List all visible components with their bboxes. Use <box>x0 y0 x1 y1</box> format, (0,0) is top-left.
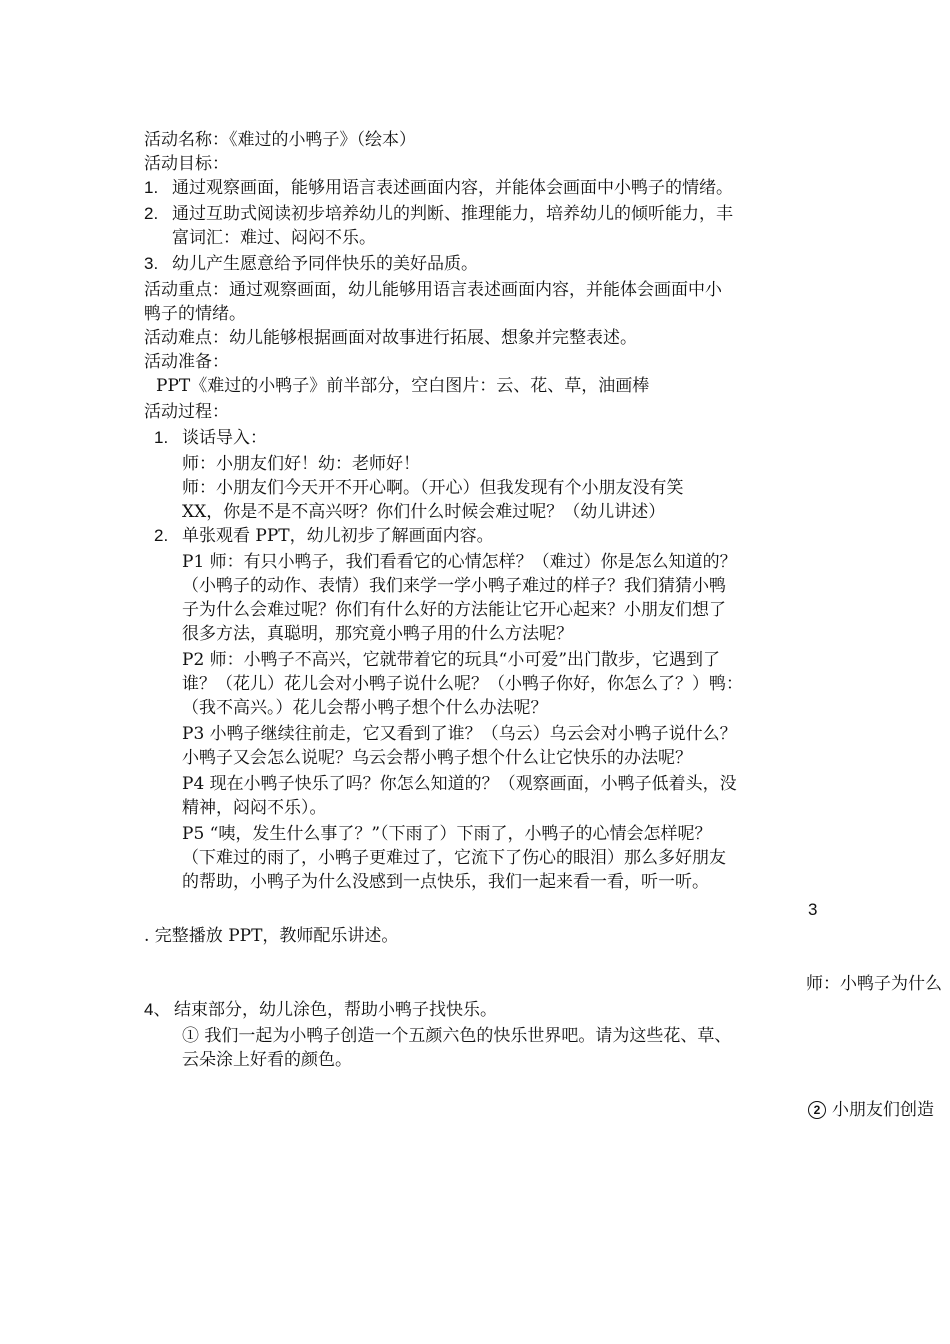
step-1-line: XX，你是不是不高兴呀？你们什么时候会难过呢？（幼儿讲述） <box>182 502 666 522</box>
step-number: 2. <box>154 526 169 545</box>
fragment-text: 小朋友们创造 <box>832 1100 934 1120</box>
right-edge-fragment: 师：小鸭子为什么 <box>806 974 942 994</box>
prep-heading: 活动准备： <box>144 352 229 372</box>
difficulty: 活动难点：幼儿能够根据画面对故事进行拓展、想象并完整表述。 <box>144 328 637 348</box>
circled-number: 2 <box>808 1101 826 1119</box>
step-2-line: 精神，闷闷不乐）。 <box>182 798 327 818</box>
step-2-line: P2 师：小鸭子不高兴，它就带着它的玩具“小可爱”出门散步，它遇到了 <box>182 650 721 670</box>
step-3-number: 3 <box>808 900 818 919</box>
step-2-line: P5 “咦，发生什么事了？”（下雨了）下雨了，小鸭子的心情会怎样呢？ <box>182 824 712 844</box>
goal-text: 通过观察画面，能够用语言表述画面内容，并能体会画面中小鸭子的情绪。 <box>172 178 733 198</box>
goals-heading: 活动目标： <box>144 154 229 174</box>
step-2-line: P4 现在小鸭子快乐了吗？你怎么知道的？（观察画面，小鸭子低着头，没 <box>182 774 737 794</box>
goal-item <box>144 176 733 200</box>
goal-text: 幼儿产生愿意给予同伴快乐的美好品质。 <box>172 254 478 274</box>
process-heading: 活动过程： <box>144 402 229 422</box>
step-2-line: P1 师：有只小鸭子，我们看看它的心情怎样？（难过）你是怎么知道的？ <box>182 552 737 572</box>
step-title: 谈话导入： <box>182 428 267 448</box>
step-2-line: （我不高兴。）花儿会帮小鸭子想个什么办法呢？ <box>182 698 548 718</box>
step-2-line: （下难过的雨了，小鸭子更难过了，它流下了伤心的眼泪）那么多好朋友 <box>182 848 726 868</box>
step-1-title <box>154 426 267 450</box>
step-2-line: 的帮助，小鸭子为什么没感到一点快乐，我们一起来看一看，听一听。 <box>182 872 709 892</box>
step-2-line: 谁？（花儿）花儿会对小鸭子说什么呢？（小鸭子你好，你怎么了？）鸭： <box>182 674 743 694</box>
right-edge-fragment-2 <box>808 1098 934 1122</box>
step-title: 单张观看 PPT，幼儿初步了解画面内容。 <box>182 526 494 546</box>
step-1-line: 师：小朋友们好！幼：老师好！ <box>182 454 420 474</box>
prep-text: PPT《难过的小鸭子》前半部分，空白图片：云、花、草，油画棒 <box>156 376 650 396</box>
step-number: 1. <box>154 428 169 447</box>
step-title: 结束部分，幼儿涂色，帮助小鸭子找快乐。 <box>174 1000 497 1020</box>
step-4-title <box>144 998 497 1022</box>
goal-number: 2. <box>144 204 159 223</box>
goal-item <box>144 252 478 276</box>
step-1-line: 师：小朋友们今天开不开心啊。（开心）但我发现有个小朋友没有笑 <box>182 478 684 498</box>
goal-text-continuation: 富词汇：难过、闷闷不乐。 <box>172 228 376 248</box>
goal-number: 1. <box>144 178 159 197</box>
step-2-line: 很多方法，真聪明，那究竟小鸭子用的什么方法呢？ <box>182 624 573 644</box>
step-number: 4、 <box>144 1000 171 1019</box>
activity-name: 活动名称：《难过的小鸭子》（绘本） <box>144 130 416 150</box>
step-2-line: （小鸭子的动作、表情）我们来学一学小鸭子难过的样子？我们猜猜小鸭 <box>182 576 726 596</box>
goal-item <box>144 202 733 226</box>
step-4-line: 云朵涂上好看的颜色。 <box>182 1050 352 1070</box>
step-2-line: 小鸭子又会怎么说呢？乌云会帮小鸭子想个什么让它快乐的办法呢？ <box>182 748 692 768</box>
goal-number: 3. <box>144 254 159 273</box>
key-point: 活动重点：通过观察画面，幼儿能够用语言表述画面内容，并能体会画面中小 <box>144 280 722 300</box>
step-3-text: . 完整播放 PPT，教师配乐讲述。 <box>144 926 399 946</box>
step-2-title <box>154 524 494 548</box>
key-point-continuation: 鸭子的情绪。 <box>144 304 246 324</box>
step-4-line: ① 我们一起为小鸭子创造一个五颜六色的快乐世界吧。请为这些花、草、 <box>182 1026 732 1046</box>
step-2-line: 子为什么会难过呢？你们有什么好的方法能让它开心起来？小朋友们想了 <box>182 600 726 620</box>
step-2-line: P3 小鸭子继续往前走，它又看到了谁？（乌云）乌云会对小鸭子说什么？ <box>182 724 737 744</box>
goal-text: 通过互助式阅读初步培养幼儿的判断、推理能力，培养幼儿的倾听能力，丰 <box>172 204 733 224</box>
